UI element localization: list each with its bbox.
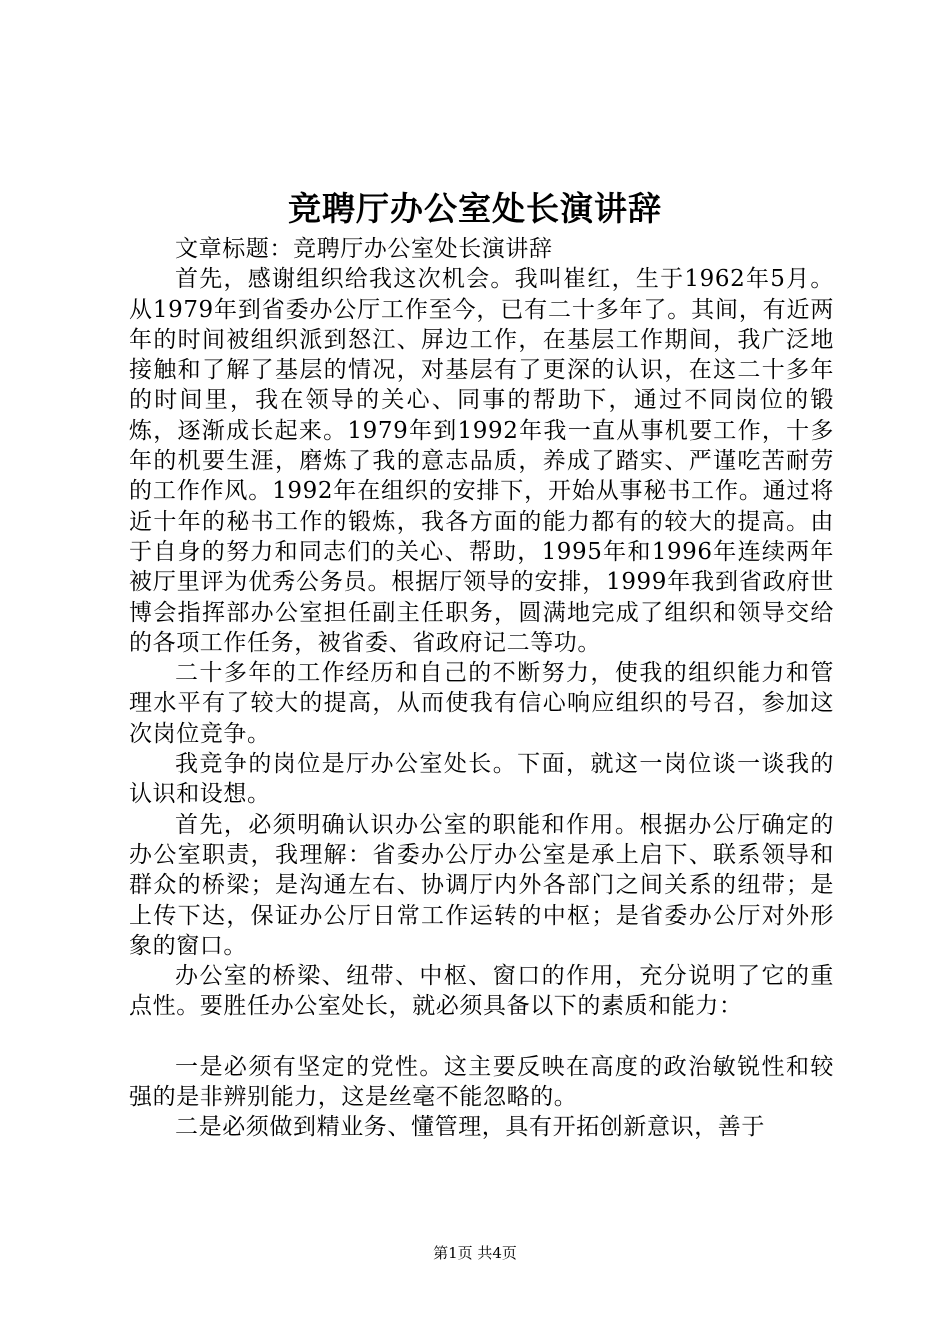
paragraph-point-two: 二是必须做到精业务、懂管理，具有开拓创新意识，善于 [175, 1114, 765, 1141]
document-title: 竞聘厅办公室处长演讲辞 [288, 189, 662, 228]
page-number-footer: 第1页 共4页 [433, 1244, 517, 1262]
paragraph-article-title: 文章标题：竞聘厅办公室处长演讲辞 [175, 236, 553, 262]
paragraph-requirements: 办公室的桥梁、纽带、中枢、窗口的作用，充分说明了它的重点性。要胜任办公室处长，就必须具备以下的素质和能力： [129, 963, 834, 1020]
paragraph-experience: 二十多年的工作经历和自己的不断努力，使我的组织能力和管理水平有了较大的提高，从而使我有信心响应组织的号召，参加这次岗位竞争。 [129, 660, 834, 747]
document-body [129, 234, 834, 1143]
paragraph-office-role: 首先，必须明确认识办公室的职能和作用。根据办公厅确定的办公室职责，我理解：省委办公厅办公室是承上启下、联系领导和群众的桥梁；是沟通左右、协调厅内外各部门之间关系的纽带；是上传下达，保证办公厅日常工作运转的中枢；是省委办公厅对外形象的窗口。 [129, 811, 834, 959]
paragraph-position: 我竞争的岗位是厅办公室处长。下面，就这一岗位谈一谈我的认识和设想。 [129, 751, 834, 808]
paragraph-introduction: 首先，感谢组织给我这次机会。我叫崔红，生于1962年5月。从1979年到省委办公厅工作至今，已有二十多年了。其间，有近两年的时间被组织派到怒江、屏边工作，在基层工作期间，我广泛地接触和了解了基层的情况，对基层有了更深的认识，在这二十多年的时间里，我在领导的关心、同事的帮助下，通过不同岗位的锻炼，逐渐成长起来。1979年到1992年我一直从事机要工作，十多年的机要生涯，磨炼了我的意志品质，养成了踏实、严谨吃苦耐劳的工作作风。1992年在组织的安排下，开始从事秘书工作。通过将近十年的秘书工作的锻炼，我各方面的能力都有的较大的提高。由于自身的努力和同志们的关心、帮助，1995年和1996年连续两年被厅里评为优秀公务员。根据厅领导的安排，1999年我到省政府世博会指挥部办公室担任副主任职务，圆满地完成了组织和领导交给的各项工作任务，被省委、省政府记二等功。 [129, 266, 834, 656]
paragraph-point-one: 一是必须有坚定的党性。这主要反映在高度的政治敏锐性和较强的是非辨别能力，这是丝毫不能忽略的。 [129, 1053, 834, 1111]
